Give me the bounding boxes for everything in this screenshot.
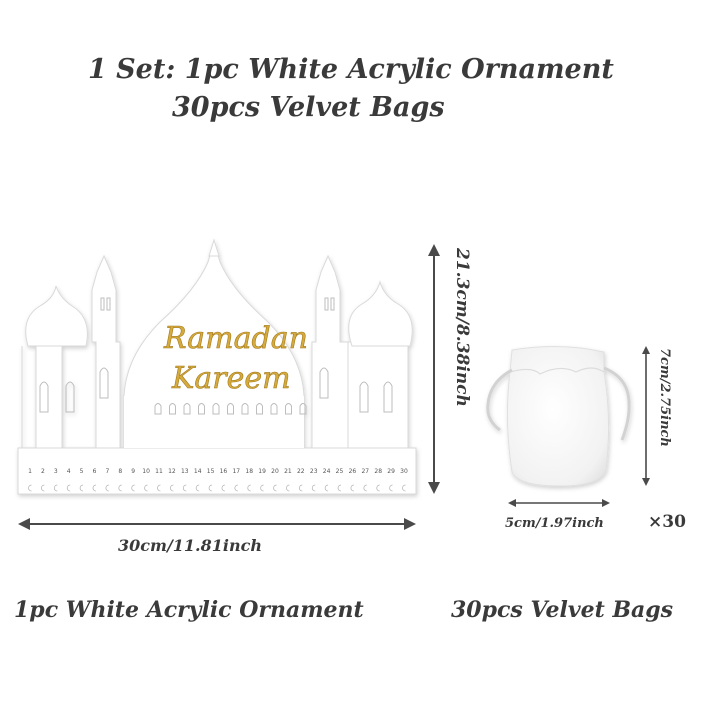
calendar-day-number: 18 (245, 468, 254, 475)
ornament-width-arrow (18, 518, 416, 530)
calendar-day-number: 4 (66, 468, 71, 475)
heading-line-2: 30pcs Velvet Bags (172, 92, 445, 123)
calendar-day-number: 19 (258, 468, 266, 475)
calendar-day-number: 14 (193, 468, 202, 475)
left-dome (26, 286, 88, 346)
bag-height-label: 7cm/2.75inch (657, 348, 672, 447)
ornament-caption: 1pc White Acrylic Ornament (14, 597, 364, 623)
heading-line-1: 1 Set: 1pc White Acrylic Ornament (88, 54, 614, 85)
central-finial (209, 240, 219, 256)
calendar-day-number: 10 (142, 468, 150, 475)
calendar-day-number: 21 (284, 468, 292, 475)
calendar-day-number: 17 (232, 468, 241, 475)
calendar-day-number: 24 (322, 468, 331, 475)
central-hall (124, 396, 304, 448)
bag-width-arrow (508, 499, 610, 507)
calendar-day-number: 27 (361, 468, 370, 475)
bag-quantity-label: ×30 (648, 512, 686, 532)
calendar-day-number: 25 (335, 468, 344, 475)
bag-caption: 30pcs Velvet Bags (451, 597, 674, 623)
calendar-day-number: 15 (206, 468, 215, 475)
calendar-day-number: 16 (219, 468, 228, 475)
ornament-height-label: 21.3cm/8.38inch (452, 248, 472, 407)
velvet-bag (488, 346, 629, 486)
calendar-day-number: 20 (271, 468, 279, 475)
calendar-day-number: 30 (400, 468, 408, 475)
calendar-day-number: 7 (105, 468, 110, 475)
calendar-day-number: 3 (53, 468, 58, 475)
calendar-day-number: 6 (92, 468, 97, 475)
calendar-base (18, 448, 416, 494)
ornament-width-label: 30cm/11.81inch (118, 536, 262, 555)
calendar-day-number: 28 (374, 468, 383, 475)
script-line-kareem: Kareem (172, 361, 291, 396)
right-dome (349, 282, 413, 346)
calendar-day-number: 11 (155, 468, 163, 475)
calendar-day-number: 2 (40, 468, 45, 475)
calendar-day-number: 5 (79, 468, 84, 475)
ornament-height-arrow (428, 244, 440, 494)
calendar-day-number: 23 (309, 468, 318, 475)
calendar-day-number: 1 (28, 468, 32, 475)
calendar-day-number: 13 (180, 468, 189, 475)
bag-width-label: 5cm/1.97inch (505, 516, 604, 531)
calendar-day-number: 12 (168, 468, 176, 475)
bag-height-arrow (642, 346, 650, 486)
script-line-ramadan: Ramadan (164, 321, 308, 356)
bag-body (507, 346, 608, 486)
calendar-day-number: 29 (387, 468, 395, 475)
calendar-day-number: 8 (118, 468, 123, 475)
calendar-day-number: 22 (296, 468, 305, 475)
calendar-day-number: 26 (348, 468, 357, 475)
calendar-day-number: 9 (131, 468, 136, 475)
